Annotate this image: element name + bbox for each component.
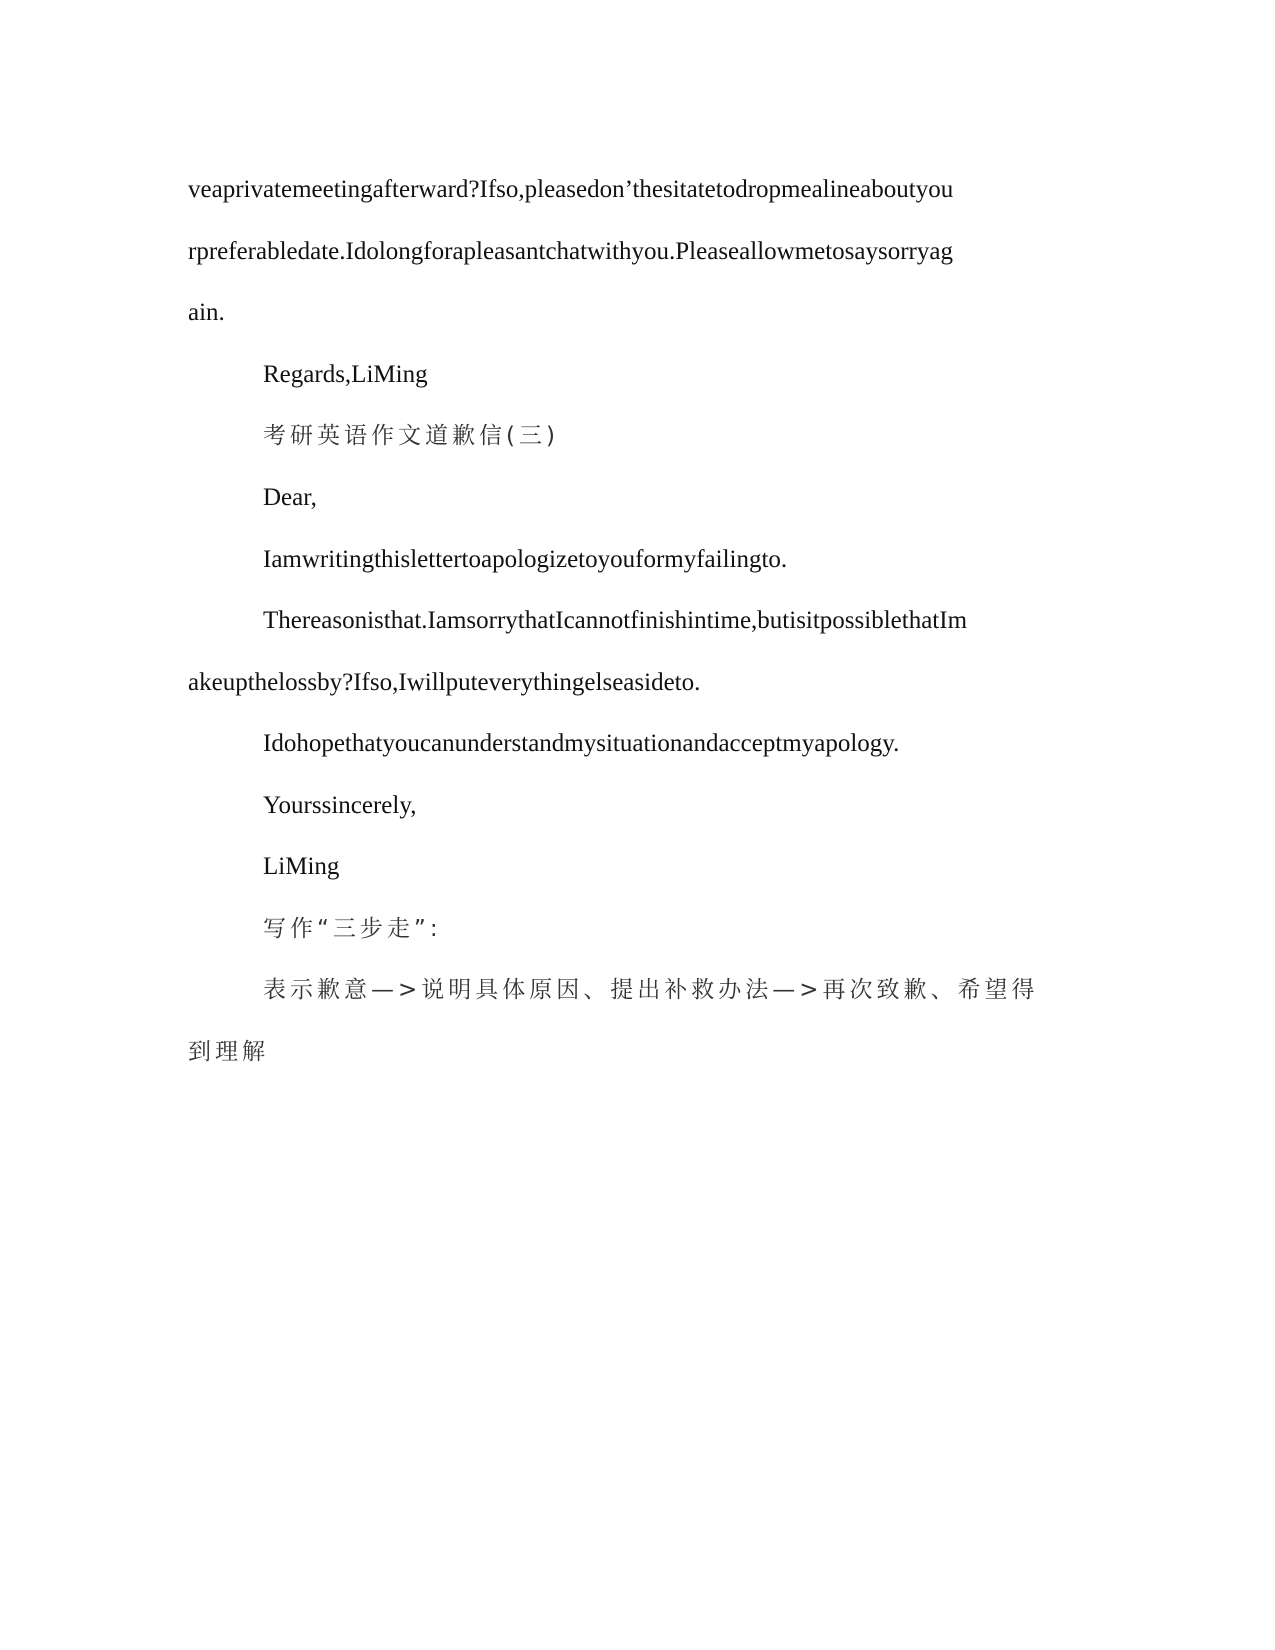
writing-steps-line-2: 到理解 [188, 1039, 269, 1065]
text-line-3: ain. [188, 299, 225, 326]
letter-paragraph-2-line-1: Thereasonisthat.IamsorrythatIcannotfinishintime,butisitpossiblethatIm [263, 607, 968, 634]
writing-steps-title: 写作“三步走”: [263, 916, 442, 942]
signature-name: LiMing [263, 853, 340, 880]
letter-paragraph-2-line-2: akeupthelossby?Ifso,Iwillputeverythingelseasideto. [188, 669, 701, 696]
text-line-1: veaprivatemeetingafterward?Ifso,pleasedon’thesitatetodropmealineaboutyou [188, 176, 954, 203]
salutation: Dear, [263, 484, 317, 511]
signoff: Yourssincerely, [263, 792, 417, 819]
letter-paragraph-1: Iamwritingthislettertoapologizetoyouformyfailingto. [263, 546, 788, 573]
writing-steps-line-1: 表示歉意—>说明具体原因、提出补救办法—>再次致歉、希望得 [263, 977, 1039, 1003]
text-line-2: rpreferabledate.Idolongforapleasantchatwithyou.Pleaseallowmetosaysorryag [188, 238, 953, 265]
letter-paragraph-3: Idohopethatyoucanunderstandmysituationandacceptmyapology. [263, 730, 900, 757]
closing-regards: Regards,LiMing [263, 361, 428, 388]
section-heading: 考研英语作文道歉信(三) [263, 423, 559, 449]
